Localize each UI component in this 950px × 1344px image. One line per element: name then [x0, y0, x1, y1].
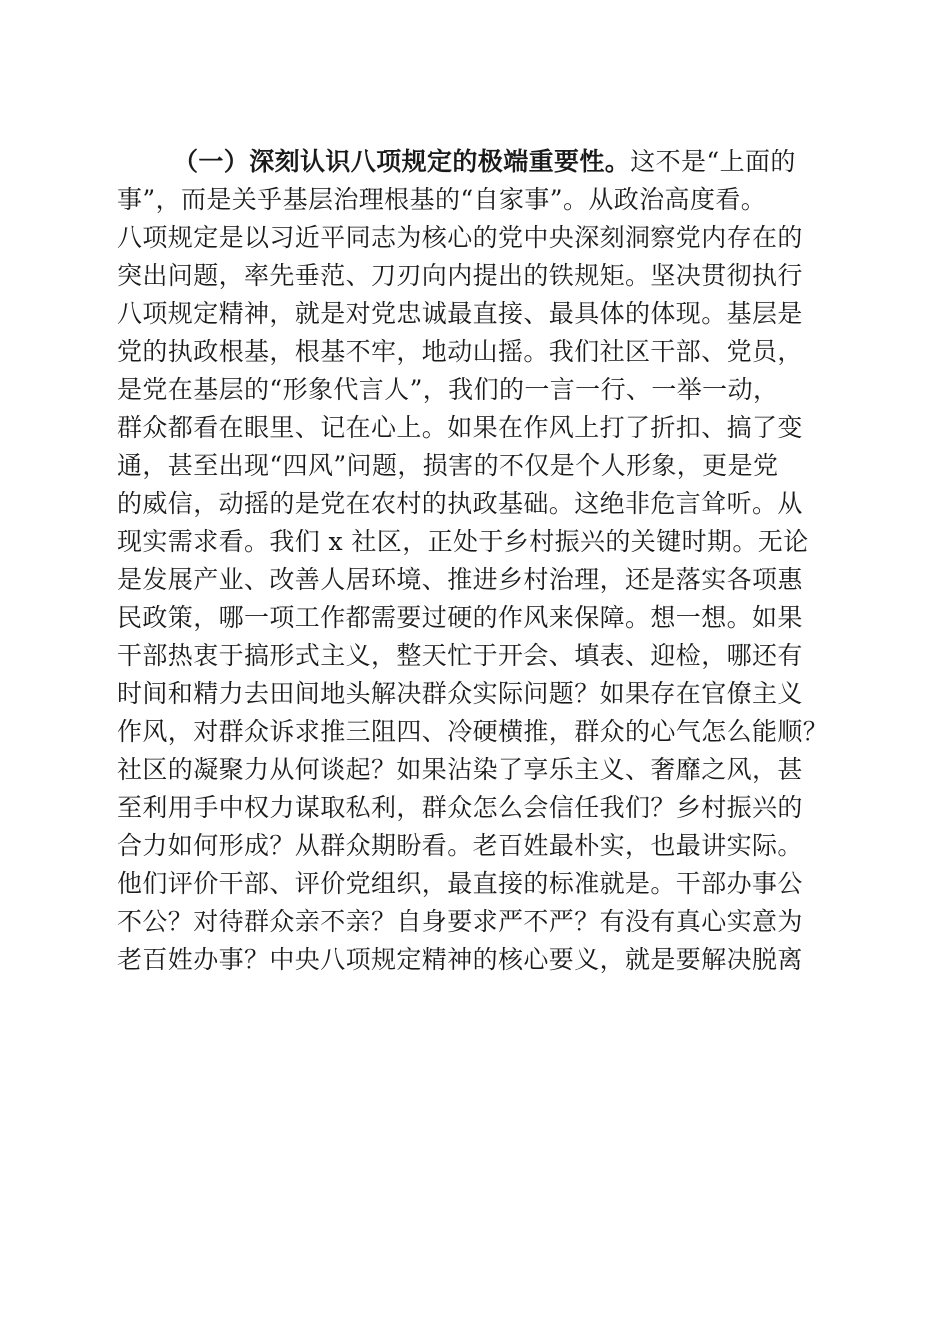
paragraph-line: 他们评价干部、评价党组织，最直接的标准就是。干部办事公	[117, 869, 803, 898]
paragraph-line: 老百姓办事？中央八项规定精神的核心要义，就是要解决脱离	[117, 945, 803, 974]
paragraph-line: 八项规定精神，就是对党忠诚最直接、最具体的体现。基层是	[117, 299, 803, 328]
paragraph-line: 党的执政根基，根基不牢，地动山摇。我们社区干部、党员，	[117, 337, 803, 366]
paragraph-line: 至利用手中权力谋取私利，群众怎么会信任我们？乡村振兴的	[117, 793, 803, 822]
paragraph-first-line	[117, 143, 847, 181]
section-heading: （一）深刻认识八项规定的极端重要性。	[173, 147, 631, 176]
paragraph-line: 突出问题，率先垂范、刀刃向内提出的铁规矩。坚决贯彻执行	[117, 261, 803, 290]
paragraph-line: 不公？对待群众亲不亲？自身要求严不严？有没有真心实意为	[117, 907, 803, 936]
paragraph-line: 群众都看在眼里、记在心上。如果在作风上打了折扣、搞了变	[117, 413, 803, 442]
paragraph-line: 作风，对群众诉求推三阻四、冷硬横推，群众的心气怎么能顺？	[117, 717, 829, 746]
paragraph-line: 合力如何形成？从群众期盼看。老百姓最朴实，也最讲实际。	[117, 831, 803, 860]
paragraph-line: 通，甚至出现“四风”问题，损害的不仅是个人形象，更是党	[117, 451, 779, 480]
paragraph-line: 的威信，动摇的是党在农村的执政基础。这绝非危言耸听。从	[117, 489, 803, 518]
first-line-text: 这不是“上面的	[630, 147, 796, 176]
paragraph-line: 时间和精力去田间地头解决群众实际问题？如果存在官僚主义	[117, 679, 803, 708]
paragraph-line: 是党在基层的“形象代言人”，我们的一言一行、一举一动，	[117, 375, 779, 404]
body-paragraph	[117, 143, 847, 979]
paragraph-line: 事”，而是关乎基层治理根基的“自家事”。从政治高度看。	[117, 185, 767, 214]
paragraph-line: 八项规定是以习近平同志为核心的党中央深刻洞察党内存在的	[117, 223, 803, 252]
paragraph-line: 社区的凝聚力从何谈起？如果沾染了享乐主义、奢靡之风，甚	[117, 755, 803, 784]
paragraph-line: 干部热衷于搞形式主义，整天忙于开会、填表、迎检，哪还有	[117, 641, 803, 670]
paragraph-line: 民政策，哪一项工作都需要过硬的作风来保障。想一想。如果	[117, 603, 803, 632]
paragraph-line: 是发展产业、改善人居环境、推进乡村治理，还是落实各项惠	[117, 565, 803, 594]
paragraph-line: 现实需求看。我们 x 社区，正处于乡村振兴的关键时期。无论	[117, 527, 809, 556]
